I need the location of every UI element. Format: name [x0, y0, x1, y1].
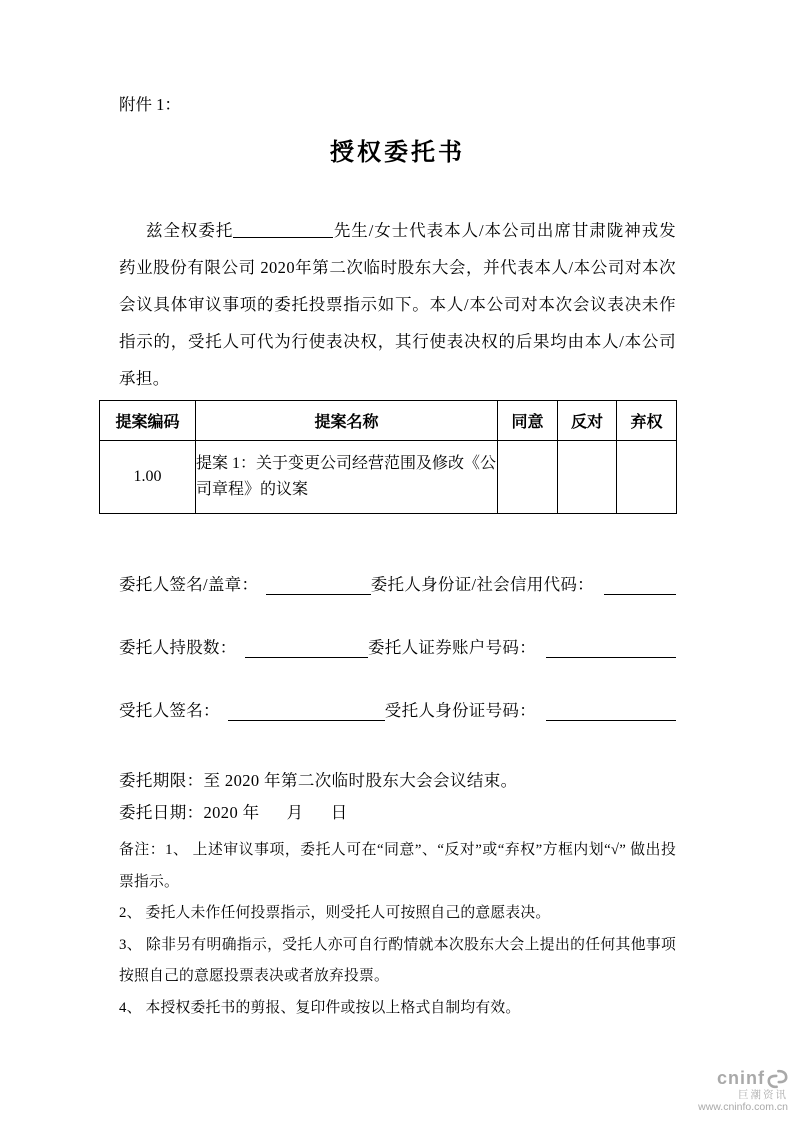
shares-held-blank	[245, 641, 368, 659]
intro-paragraph	[119, 212, 676, 397]
cninfo-swirl-icon	[767, 1069, 788, 1089]
proxy-period-line: 委托期限：至 2020 年第二次临时股东大会会议结束。	[119, 771, 518, 790]
principal-id-blank	[604, 578, 676, 596]
note-item-1: 备注：1、 上述审议事项，委托人可在“同意”、“反对”或“弃权”方框内划“√” 做出投票指示。	[119, 842, 676, 890]
vote-against-cell	[558, 441, 617, 514]
proposal-table	[99, 400, 677, 514]
securities-account-blank	[546, 641, 676, 659]
note-item-4: 4、 本授权委托书的剪报、复印件或按以上格式自制均有效。	[119, 999, 521, 1016]
proxy-id-label: 受托人身份证号码：	[384, 701, 536, 720]
table-header-row	[100, 401, 677, 441]
proxy-date-line: 委托日期：2020 年 月 日	[119, 803, 348, 822]
cninfo-watermark	[698, 1069, 788, 1114]
principal-signature-label: 委托人签名/盖章：	[119, 575, 259, 594]
signature-row-shares	[119, 635, 676, 661]
signature-row-principal	[119, 572, 676, 598]
principal-signature-blank	[266, 578, 370, 596]
page-title: 授权委托书	[330, 139, 465, 166]
cninfo-url: www.cninfo.com.cn	[698, 1101, 788, 1114]
proxy-id-blank	[546, 704, 676, 722]
header-proposal-name: 提案名称	[196, 401, 498, 441]
note-item-2: 2、 委托人未作任何投票指示，则受托人可按照自己的意愿表决。	[119, 905, 551, 921]
principal-id-label: 委托人身份证/社会信用代码：	[370, 575, 594, 594]
header-abstain: 弃权	[617, 401, 677, 441]
intro-prefix: 兹全权委托	[146, 221, 234, 240]
notes-section	[119, 835, 676, 1024]
note-item-3: 3、 除非另有明确指示，受托人亦可自行酌情就本次股东大会上提出的任何其他事项按照自己的意愿投票表决或者放弃投票。	[119, 936, 676, 984]
proposal-name-cell: 提案 1：关于变更公司经营范围及修改《公司章程》的议案	[196, 441, 498, 514]
cninfo-logo-text: cninf	[717, 1068, 765, 1088]
proxy-name-blank	[233, 221, 333, 239]
vote-agree-cell	[498, 441, 558, 514]
cninfo-name: 巨潮资讯	[738, 1088, 788, 1101]
intro-suffix: 先生/女士代表本人/本公司出席甘肃陇神戎发药业股份有限公司 2020年第二次临时股东大会，并代表本人/本公司对本次会议具体审议事项的委托投票指示如下。本人/本公司对本次会议表决未作指示的，受托人可代为行使表决权，其行使表决权的后果均由本人/本公司承担。	[119, 221, 676, 388]
proxy-signature-blank	[228, 704, 385, 722]
header-against: 反对	[558, 401, 617, 441]
securities-account-label: 委托人证券账户号码：	[368, 638, 536, 657]
header-proposal-code: 提案编码	[100, 401, 196, 441]
attachment-label: 附件 1：	[119, 95, 181, 114]
signature-row-proxy	[119, 698, 676, 724]
shares-held-label: 委托人持股数：	[119, 638, 237, 657]
cninfo-logo	[698, 1069, 788, 1089]
proposal-code-cell: 1.00	[100, 441, 196, 514]
table-row	[100, 441, 677, 514]
vote-abstain-cell	[617, 441, 677, 514]
document-content	[115, 0, 676, 1024]
header-agree: 同意	[498, 401, 558, 441]
proxy-signature-label: 受托人签名：	[119, 701, 220, 720]
